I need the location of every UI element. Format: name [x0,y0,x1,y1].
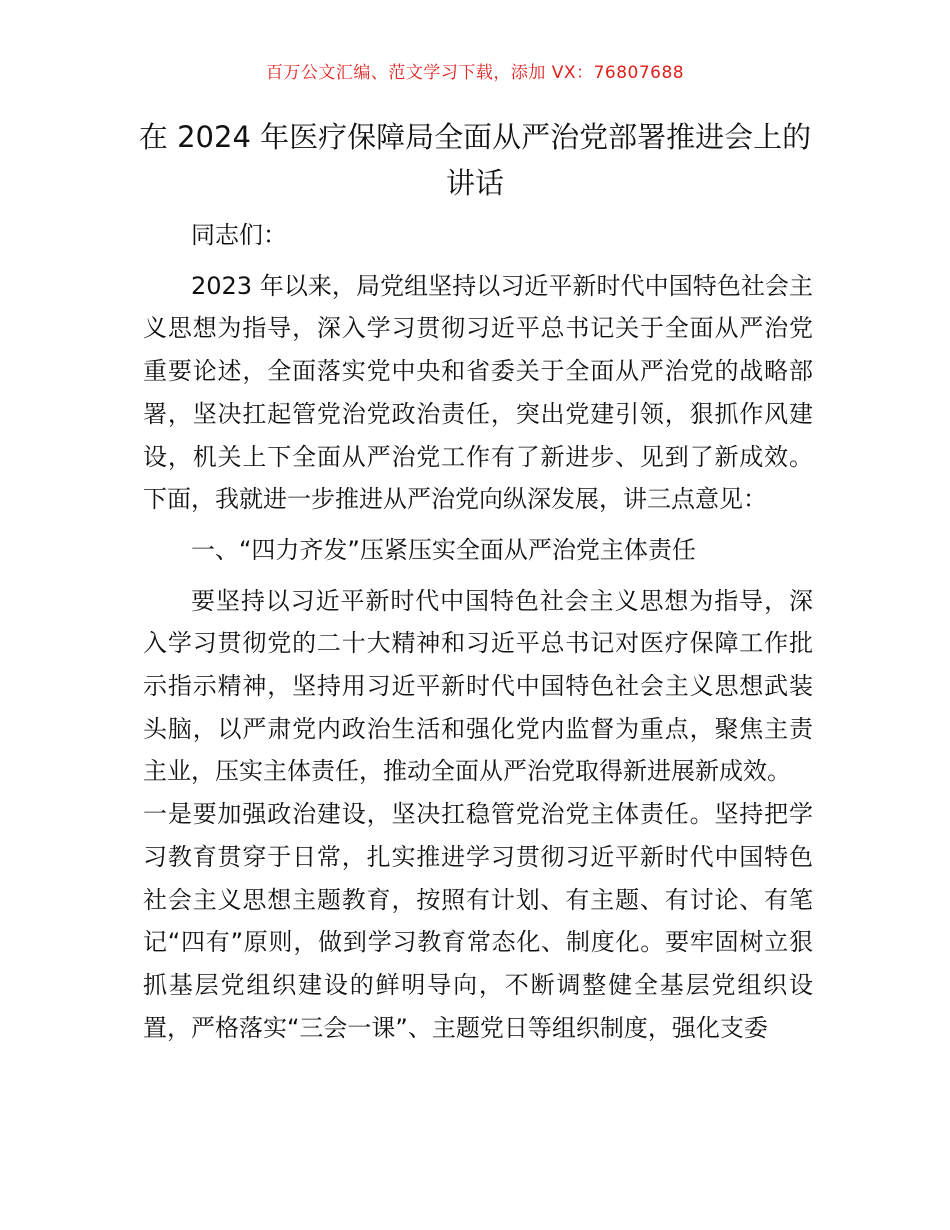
paragraph-point-1: 一是要加强政治建设，坚决扛稳管党治党主体责任。坚持把学习教育贯穿于日常，扎实推进学习贯彻习近平新时代中国特色社会主义思想主题教育，按照有计划、有主题、有讨论、有笔记“四有”原则，做到学习教育常态化、制度化。要牢固树立狠抓基层党组织建设的鲜明导向，不断调整健全基层党组织设置，严格落实“三会一课”、主题党日等组织制度，强化支委 [143,800,813,1042]
section-heading-1: 一、“四力齐发”压紧压实全面从严治党主体责任 [191,535,696,564]
paragraph-intro: 2023 年以来，局党组坚持以习近平新时代中国特色社会主义思想为指导，深入学习贯彻习近平总书记关于全面从严治党重要论述，全面落实党中央和省委关于全面从严治党的战略部署，坚决扛起管党治党政治责任，突出党建引领，狠抓作风建设，机关上下全面从严治党工作有了新进步、见到了新成效。下面，我就进一步推进从严治党向纵深发展，讲三点意见： [143,271,813,514]
document-body [143,214,813,1049]
header-note: 百万公文汇编、范文学习下载，添加 VX：76807688 [265,63,685,83]
page-title: 在 2024 年医疗保障局全面从严治党部署推进会上的讲话 [138,120,812,200]
paragraph-section-1: 要坚持以习近平新时代中国特色社会主义思想为指导，深入学习贯彻党的二十大精神和习近平总书记对医疗保障工作批示指示精神，坚持用习近平新时代中国特色社会主义思想武装头脑，以严肃党内政治生活和强化党内监督为重点，聚焦主责主业，压实主体责任，推动全面从严治党取得新进展新成效。 [143,586,813,786]
salutation: 同志们： [191,221,287,249]
